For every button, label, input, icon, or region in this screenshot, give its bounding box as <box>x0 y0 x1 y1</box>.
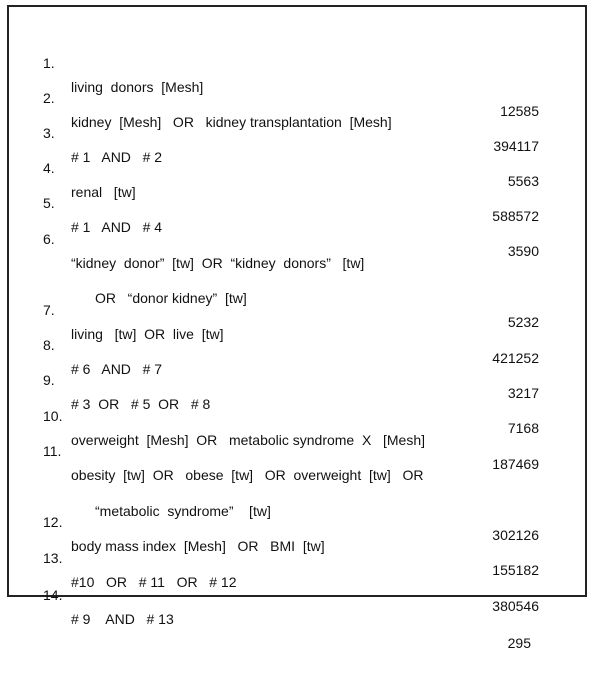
result-count: 380546 <box>492 598 539 614</box>
row-number: 7. <box>43 302 55 318</box>
search-query: obesity [tw] OR obese [tw] OR overweight [tw] OR <box>71 467 424 483</box>
result-count: 295 <box>507 635 531 651</box>
search-query: kidney [Mesh] OR kidney transplantation [Mesh] <box>71 114 392 130</box>
search-strategy-table <box>7 5 587 651</box>
result-count: 394117 <box>493 138 539 154</box>
search-query: renal [tw] <box>71 184 136 200</box>
row-number: 13. <box>43 550 63 566</box>
search-query: body mass index [Mesh] OR BMI [tw] <box>71 538 325 554</box>
row-number: 5. <box>43 195 55 211</box>
search-query: # 9 AND # 13 <box>71 611 174 627</box>
search-query: # 1 AND # 2 <box>71 149 163 165</box>
row-number: 1. <box>43 55 55 71</box>
search-query: # 3 OR # 5 OR # 8 <box>71 396 211 412</box>
result-count: 588572 <box>492 208 539 224</box>
row-number: 11. <box>43 443 62 459</box>
search-query: #10 OR # 11 OR # 12 <box>71 574 237 590</box>
search-query: OR “donor kidney” [tw] <box>95 290 247 306</box>
result-count: 5232 <box>507 314 539 330</box>
row-number: 14. <box>43 587 63 603</box>
search-row-1 <box>9 27 585 119</box>
search-query: “kidney donor” [tw] OR “kidney donors” [tw] <box>71 255 365 271</box>
search-query: “metabolic syndrome” [tw] <box>95 503 271 519</box>
row-number: 4. <box>43 160 55 176</box>
result-count: 187469 <box>492 456 539 472</box>
result-count: 5563 <box>507 173 539 189</box>
row-number: 8. <box>43 337 55 353</box>
search-query: overweight [Mesh] OR metabolic syndrome X [Mesh] <box>71 432 426 448</box>
search-query: # 6 AND # 7 <box>71 361 163 377</box>
result-count: 12585 <box>500 103 539 119</box>
row-number: 3. <box>43 125 55 141</box>
result-count: 302126 <box>492 527 539 543</box>
row-number: 2. <box>43 90 55 106</box>
result-count: 155182 <box>492 562 539 578</box>
search-query: living [tw] OR live [tw] <box>71 326 224 342</box>
row-number: 9. <box>43 372 55 388</box>
search-query: # 1 AND # 4 <box>71 219 163 235</box>
result-count: 3217 <box>507 385 539 401</box>
search-query: living donors [Mesh] <box>71 79 204 95</box>
result-count: 421252 <box>492 350 539 366</box>
result-count: 7168 <box>507 420 539 436</box>
row-number: 6. <box>43 231 55 247</box>
row-number: 12. <box>43 514 63 530</box>
result-count: 3590 <box>507 243 539 259</box>
row-number: 10. <box>43 408 63 424</box>
search-row-11-continued <box>9 451 585 543</box>
